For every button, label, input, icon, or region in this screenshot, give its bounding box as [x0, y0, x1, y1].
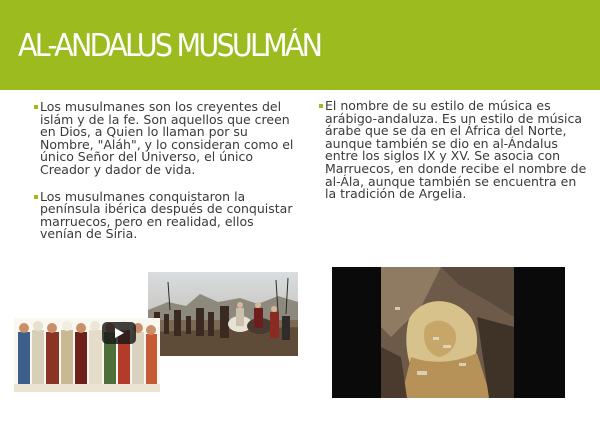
video-player[interactable]	[332, 267, 565, 398]
bullet-text: El nombre de su estilo de música es arábigo-andaluza. Es un estilo de música árabe que se da en el África del Norte, aunque también se dio en al-Ándalus entre los siglos IX y XV. Se asocia con Marruecos, en donde recibe el nombre de al-Ála, aunque también se encuentra en la tradición de Argelia.	[325, 98, 587, 202]
bullet-item	[319, 100, 587, 201]
play-button[interactable]	[102, 322, 136, 344]
title-banner	[0, 0, 600, 90]
costumed-figures-art	[14, 318, 160, 392]
procession-painting-art	[148, 272, 298, 356]
bullet-text: Los musulmanes son los creyentes del islám y de la fe. Son aquellos que creen en Dios, a Quien lo llaman por su Nombre, "Aláh", y lo consideran como el único Señor del Universo, el único Creador y dador de vida.	[40, 99, 294, 177]
fresco-thumbnail-art	[381, 267, 514, 398]
left-text-column	[34, 101, 296, 255]
bullet-square-icon	[34, 195, 38, 199]
bullet-text: Los musulmanes conquistaron la península ibérica después de conquistar marruecos, pero en realidad, ellos venían de Siria.	[40, 188, 293, 242]
slide-title: AL-ANDALUS MUSULMÁN	[18, 28, 321, 64]
costumed-figures-image	[14, 318, 160, 392]
play-icon	[115, 328, 124, 338]
bullet-item	[34, 188, 296, 242]
bullet-item	[34, 101, 296, 177]
bullet-square-icon	[319, 104, 323, 108]
right-text-column	[319, 100, 587, 215]
video-thumbnail	[381, 267, 514, 398]
bullet-square-icon	[34, 105, 38, 109]
procession-painting-image	[148, 272, 298, 356]
